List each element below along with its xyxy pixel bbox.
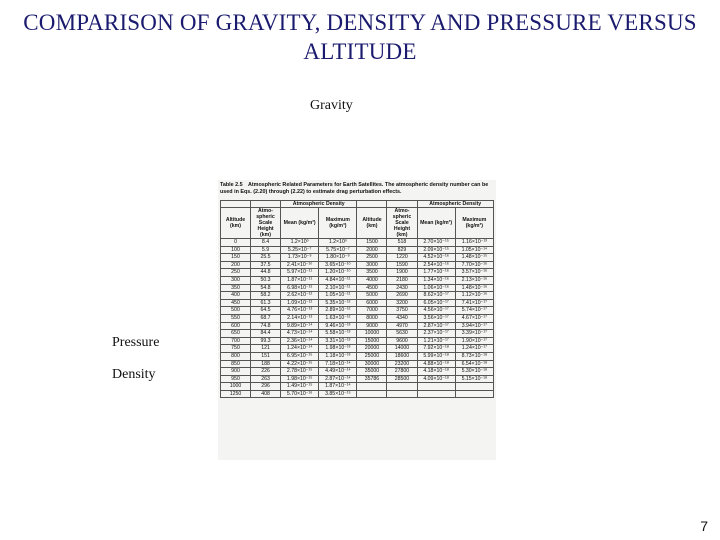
table-cell: 4.49×10⁻¹⁴ bbox=[319, 368, 357, 376]
table-row bbox=[221, 345, 494, 353]
table-cell: 1000 bbox=[221, 383, 251, 391]
table-cell: 1.2×10⁰ bbox=[319, 239, 357, 247]
table-cell: 2.13×10⁻¹⁶ bbox=[455, 276, 493, 284]
table-cell: 700 bbox=[221, 337, 251, 345]
table-cell: 68.7 bbox=[251, 314, 281, 322]
table-cell: 296 bbox=[251, 383, 281, 391]
table-cell: 4.22×10⁻¹⁵ bbox=[281, 360, 319, 368]
table-cell: 9.46×10⁻¹³ bbox=[319, 322, 357, 330]
table-cell: 2.54×10⁻¹⁶ bbox=[417, 261, 455, 269]
table-cell: 3200 bbox=[387, 299, 417, 307]
table-cell: 2.87×10⁻¹⁴ bbox=[319, 375, 357, 383]
table-cell: 4.76×10⁻¹³ bbox=[281, 307, 319, 315]
table-cell: 550 bbox=[221, 314, 251, 322]
table-cell: 6.98×10⁻¹² bbox=[281, 284, 319, 292]
table-cell: 2.70×10⁻¹⁵ bbox=[417, 239, 455, 247]
column-header: Atmo-spheric Scale Height (km) bbox=[251, 208, 281, 239]
table-cell: 200 bbox=[221, 261, 251, 269]
table-row bbox=[221, 307, 494, 315]
table-cell: 8.73×10⁻¹⁸ bbox=[455, 352, 493, 360]
table-cell: 350 bbox=[221, 284, 251, 292]
table-cell: 5.9 bbox=[251, 246, 281, 254]
table-cell: 10000 bbox=[357, 330, 387, 338]
table-cell: 2.09×10⁻¹⁵ bbox=[417, 246, 455, 254]
gravity-label: Gravity bbox=[310, 98, 353, 113]
table-cell: 3.56×10⁻¹⁷ bbox=[417, 314, 455, 322]
table-cell: 408 bbox=[251, 390, 281, 398]
column-header: Maximum (kg/m³) bbox=[319, 208, 357, 239]
table-cell: 1.49×10⁻¹⁵ bbox=[281, 383, 319, 391]
table-cell: 28500 bbox=[387, 375, 417, 383]
density-label: Density bbox=[112, 367, 156, 382]
table-cell: 5000 bbox=[357, 292, 387, 300]
table-cell: 500 bbox=[221, 307, 251, 315]
table-cell: 58.2 bbox=[251, 292, 281, 300]
table-cell: 1.87×10⁻¹¹ bbox=[281, 276, 319, 284]
group-header: Atmospheric Density bbox=[417, 201, 494, 208]
table-cell: 2500 bbox=[357, 254, 387, 262]
table-cell bbox=[417, 390, 455, 398]
table-cell: 4.84×10⁻¹¹ bbox=[319, 276, 357, 284]
table-cell: 150 bbox=[221, 254, 251, 262]
table-cell: 1.48×10⁻¹⁵ bbox=[455, 254, 493, 262]
table-cell: 1.80×10⁻⁹ bbox=[319, 254, 357, 262]
table-cell: 1.24×10⁻¹⁷ bbox=[455, 345, 493, 353]
table-cell: 800 bbox=[221, 352, 251, 360]
table-cell: 23200 bbox=[387, 360, 417, 368]
column-header-row bbox=[221, 208, 494, 239]
table-cell: 8000 bbox=[357, 314, 387, 322]
table-row bbox=[221, 337, 494, 345]
table-row bbox=[221, 314, 494, 322]
table-cell: 8.4 bbox=[251, 239, 281, 247]
table-cell: 4500 bbox=[357, 284, 387, 292]
table-cell: 18600 bbox=[387, 352, 417, 360]
table-cell: 7.92×10⁻¹⁸ bbox=[417, 345, 455, 353]
table-cell: 15000 bbox=[357, 337, 387, 345]
table-cell: 5.75×10⁻⁷ bbox=[319, 246, 357, 254]
table-row bbox=[221, 269, 494, 277]
table-row bbox=[221, 284, 494, 292]
table-cell: 3.57×10⁻¹⁶ bbox=[455, 269, 493, 277]
table-cell: 5630 bbox=[387, 330, 417, 338]
table-cell: 400 bbox=[221, 292, 251, 300]
column-header: Mean (kg/m³) bbox=[281, 208, 319, 239]
table-row bbox=[221, 383, 494, 391]
table-cell: 5.15×10⁻¹⁸ bbox=[455, 375, 493, 383]
table-cell: 4340 bbox=[387, 314, 417, 322]
table-cell: 900 bbox=[221, 368, 251, 376]
table-cell: 650 bbox=[221, 330, 251, 338]
table-row bbox=[221, 299, 494, 307]
table-id: Table 2.5 bbox=[220, 182, 243, 188]
table-cell: 5.70×10⁻¹⁶ bbox=[281, 390, 319, 398]
group-header-spacer bbox=[251, 201, 281, 208]
table-cell: 1.05×10⁻¹¹ bbox=[319, 292, 357, 300]
table-cell: 8.62×10⁻¹⁷ bbox=[417, 292, 455, 300]
table-cell: 7.18×10⁻¹⁴ bbox=[319, 360, 357, 368]
table-cell: 6.54×10⁻¹⁸ bbox=[455, 360, 493, 368]
table-cell: 1.77×10⁻¹⁶ bbox=[417, 269, 455, 277]
column-header: Mean (kg/m³) bbox=[417, 208, 455, 239]
table-cell: 9000 bbox=[357, 322, 387, 330]
table-cell: 1.87×10⁻¹⁴ bbox=[319, 383, 357, 391]
table-cell: 850 bbox=[221, 360, 251, 368]
page-number: 7 bbox=[700, 518, 708, 534]
table-cell: 2430 bbox=[387, 284, 417, 292]
table-cell: 1.48×10⁻¹⁶ bbox=[455, 284, 493, 292]
table-cell: 518 bbox=[387, 239, 417, 247]
table-row bbox=[221, 246, 494, 254]
table-cell: 950 bbox=[221, 375, 251, 383]
table-cell: 3.31×10⁻¹³ bbox=[319, 337, 357, 345]
table-cell: 829 bbox=[387, 246, 417, 254]
table-cell: 1.98×10⁻¹³ bbox=[319, 345, 357, 353]
table-cell: 30000 bbox=[357, 360, 387, 368]
table-cell: 35786 bbox=[357, 375, 387, 383]
table-cell: 1.21×10⁻¹⁷ bbox=[417, 337, 455, 345]
group-header-spacer bbox=[221, 201, 251, 208]
table-cell: 4.67×10⁻¹⁷ bbox=[455, 314, 493, 322]
table-cell: 2.87×10⁻¹⁷ bbox=[417, 322, 455, 330]
table-caption-text: Atmospheric Related Parameters for Earth Satellites. The atmospheric density number can be used in Eqs. (2.20) through (2.22) to estimate drag perturbation effects. bbox=[220, 182, 489, 195]
table-cell: 100 bbox=[221, 246, 251, 254]
table-cell: 188 bbox=[251, 360, 281, 368]
table-cell: 6000 bbox=[357, 299, 387, 307]
table-cell: 50.3 bbox=[251, 276, 281, 284]
table-cell bbox=[387, 390, 417, 398]
table-cell: 3750 bbox=[387, 307, 417, 315]
table-cell: 300 bbox=[221, 276, 251, 284]
table-cell: 1.12×10⁻¹⁶ bbox=[455, 292, 493, 300]
table-row bbox=[221, 276, 494, 284]
table-cell: 1.06×10⁻¹⁶ bbox=[417, 284, 455, 292]
table-row bbox=[221, 330, 494, 338]
table-cell bbox=[455, 383, 493, 391]
table-cell bbox=[387, 383, 417, 391]
table-cell: 3000 bbox=[357, 261, 387, 269]
table-cell: 2000 bbox=[357, 246, 387, 254]
table-row bbox=[221, 254, 494, 262]
table-cell: 1.24×10⁻¹⁴ bbox=[281, 345, 319, 353]
table-cell: 263 bbox=[251, 375, 281, 383]
table-cell: 4.88×10⁻¹⁸ bbox=[417, 360, 455, 368]
pressure-label: Pressure bbox=[112, 335, 160, 350]
table-cell: 35000 bbox=[357, 368, 387, 376]
table-cell: 2180 bbox=[387, 276, 417, 284]
column-header: Atmo-spheric Scale Height (km) bbox=[387, 208, 417, 239]
table-cell: 7.41×10⁻¹⁷ bbox=[455, 299, 493, 307]
table-cell: 25000 bbox=[357, 352, 387, 360]
table-cell: 1.34×10⁻¹⁶ bbox=[417, 276, 455, 284]
table-body bbox=[221, 239, 494, 398]
scanned-density-table bbox=[218, 180, 496, 460]
slide-title: COMPARISON OF GRAVITY, DENSITY AND PRESSURE VERSUS ALTITUDE bbox=[23, 10, 697, 64]
column-header: Maximum (kg/m³) bbox=[455, 208, 493, 239]
table-cell: 151 bbox=[251, 352, 281, 360]
table-row bbox=[221, 375, 494, 383]
table-cell: 1.2×10⁰ bbox=[281, 239, 319, 247]
table-cell: 1900 bbox=[387, 269, 417, 277]
table-cell: 4.56×10⁻¹⁷ bbox=[417, 307, 455, 315]
column-header: Altitude (km) bbox=[221, 208, 251, 239]
table-cell: 44.8 bbox=[251, 269, 281, 277]
table-cell: 1.18×10⁻¹³ bbox=[319, 352, 357, 360]
table-cell bbox=[357, 383, 387, 391]
table-cell: 4.73×10⁻¹⁴ bbox=[281, 330, 319, 338]
table-cell: 1220 bbox=[387, 254, 417, 262]
table-cell: 2.78×10⁻¹⁵ bbox=[281, 368, 319, 376]
table-cell: 1.98×10⁻¹⁵ bbox=[281, 375, 319, 383]
table-cell bbox=[455, 390, 493, 398]
table-cell: 1.90×10⁻¹⁷ bbox=[455, 337, 493, 345]
group-header-spacer bbox=[357, 201, 387, 208]
table-cell: 9.89×10⁻¹⁴ bbox=[281, 322, 319, 330]
table-cell: 1500 bbox=[357, 239, 387, 247]
table-row bbox=[221, 352, 494, 360]
table-cell: 4970 bbox=[387, 322, 417, 330]
table-cell: 37.5 bbox=[251, 261, 281, 269]
table-cell: 2690 bbox=[387, 292, 417, 300]
table-cell: 1250 bbox=[221, 390, 251, 398]
table-row bbox=[221, 292, 494, 300]
table-cell: 2.62×10⁻¹² bbox=[281, 292, 319, 300]
table-cell: 5.30×10⁻¹⁸ bbox=[455, 368, 493, 376]
table-cell: 1.73×10⁻⁹ bbox=[281, 254, 319, 262]
table-cell: 226 bbox=[251, 368, 281, 376]
table-row bbox=[221, 322, 494, 330]
table-cell: 6.95×10⁻¹⁵ bbox=[281, 352, 319, 360]
table-cell: 7.70×10⁻¹⁶ bbox=[455, 261, 493, 269]
table-cell: 99.3 bbox=[251, 337, 281, 345]
table-cell: 5.97×10⁻¹¹ bbox=[281, 269, 319, 277]
table-cell: 3.94×10⁻¹⁷ bbox=[455, 322, 493, 330]
table-cell: 74.8 bbox=[251, 322, 281, 330]
table-cell: 2.36×10⁻¹⁴ bbox=[281, 337, 319, 345]
table-cell: 1.20×10⁻¹⁰ bbox=[319, 269, 357, 277]
table-cell: 1.63×10⁻¹² bbox=[319, 314, 357, 322]
table-cell: 54.8 bbox=[251, 284, 281, 292]
table-cell: 25.5 bbox=[251, 254, 281, 262]
table-cell: 4.09×10⁻¹⁸ bbox=[417, 375, 455, 383]
table-cell: 64.5 bbox=[251, 307, 281, 315]
table-row bbox=[221, 390, 494, 398]
group-header-spacer bbox=[387, 201, 417, 208]
table-cell: 3.85×10⁻¹⁵ bbox=[319, 390, 357, 398]
table-cell: 5.25×10⁻⁷ bbox=[281, 246, 319, 254]
table-cell: 121 bbox=[251, 345, 281, 353]
table-cell: 14000 bbox=[387, 345, 417, 353]
table-cell: 7000 bbox=[357, 307, 387, 315]
table-cell: 450 bbox=[221, 299, 251, 307]
table-cell: 4.18×10⁻¹⁸ bbox=[417, 368, 455, 376]
table-cell: 20000 bbox=[357, 345, 387, 353]
table-cell: 9600 bbox=[387, 337, 417, 345]
table-cell: 5.35×10⁻¹² bbox=[319, 299, 357, 307]
table-cell: 600 bbox=[221, 322, 251, 330]
table-cell: 4.52×10⁻¹⁶ bbox=[417, 254, 455, 262]
column-header: Altitude (km) bbox=[357, 208, 387, 239]
table-cell: 2.41×10⁻¹⁰ bbox=[281, 261, 319, 269]
table-cell: 250 bbox=[221, 269, 251, 277]
table-cell: 5.74×10⁻¹⁷ bbox=[455, 307, 493, 315]
table-cell: 4000 bbox=[357, 276, 387, 284]
table-cell: 5.99×10⁻¹⁸ bbox=[417, 352, 455, 360]
table-cell: 2.37×10⁻¹⁷ bbox=[417, 330, 455, 338]
table-row bbox=[221, 368, 494, 376]
table-cell: 0 bbox=[221, 239, 251, 247]
group-header-row bbox=[221, 201, 494, 208]
table-cell: 3500 bbox=[357, 269, 387, 277]
table-cell: 84.4 bbox=[251, 330, 281, 338]
table-cell: 27800 bbox=[387, 368, 417, 376]
table-cell: 1.16×10⁻¹³ bbox=[455, 239, 493, 247]
table-cell: 2.89×10⁻¹² bbox=[319, 307, 357, 315]
table-cell: 3.39×10⁻¹⁷ bbox=[455, 330, 493, 338]
table-cell: 5.58×10⁻¹³ bbox=[319, 330, 357, 338]
table-cell: 3.65×10⁻¹⁰ bbox=[319, 261, 357, 269]
table-cell bbox=[417, 383, 455, 391]
density-table bbox=[220, 200, 494, 398]
table-caption bbox=[220, 182, 494, 196]
table-cell: 750 bbox=[221, 345, 251, 353]
table-row bbox=[221, 261, 494, 269]
table-row bbox=[221, 360, 494, 368]
group-header: Atmospheric Density bbox=[281, 201, 357, 208]
table-cell: 1.09×10⁻¹² bbox=[281, 299, 319, 307]
table-row bbox=[221, 239, 494, 247]
table-cell: 1590 bbox=[387, 261, 417, 269]
table-cell bbox=[357, 390, 387, 398]
table-cell: 1.05×10⁻¹⁴ bbox=[455, 246, 493, 254]
table-cell: 2.10×10⁻¹¹ bbox=[319, 284, 357, 292]
table-cell: 6.05×10⁻¹⁷ bbox=[417, 299, 455, 307]
table-cell: 2.14×10⁻¹³ bbox=[281, 314, 319, 322]
table-cell: 61.3 bbox=[251, 299, 281, 307]
